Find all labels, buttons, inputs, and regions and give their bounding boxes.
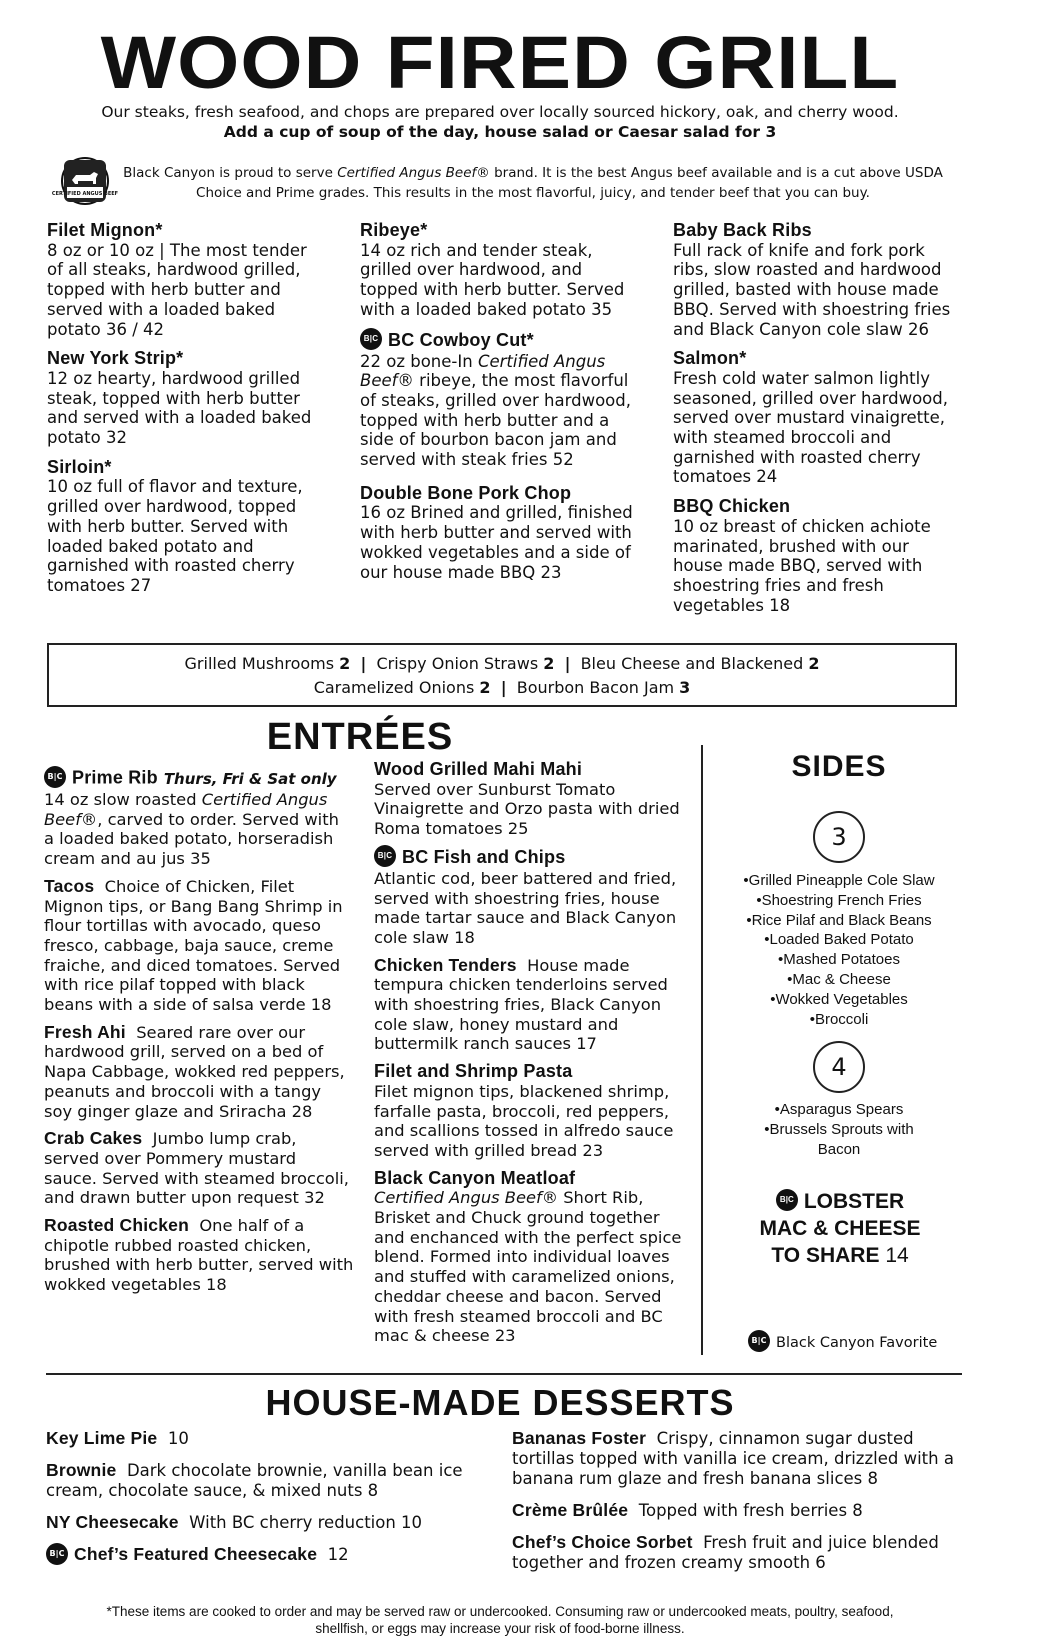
- entrees-title: ENTRÉES: [266, 716, 454, 758]
- certified-angus-beef-logo: [51, 156, 119, 206]
- menu-item: [374, 956, 682, 1055]
- side-item: •Shoestring French Fries: [756, 891, 922, 909]
- addons-line-2: Caramelized Onions 2 | Bourbon Bacon Jam 3: [313, 678, 691, 697]
- item-description: 16 oz Brined and grilled, finished with herb butter and served with wokked vegetables and a side of our house made BBQ 23: [360, 503, 633, 582]
- addons-line-1: Grilled Mushrooms 2 | Crispy Onion Straws 2 | Bleu Cheese and Blackened 2: [184, 654, 820, 673]
- item-name: Baby Back Ribs: [673, 220, 812, 240]
- menu-item: [44, 1216, 354, 1295]
- item-name: Double Bone Pork Chop: [360, 482, 572, 503]
- grill-column-1: [47, 221, 327, 606]
- side-item: •Loaded Baked Potato: [764, 931, 914, 949]
- item-description: Full rack of knife and fork pork ribs, slow roasted and hardwood grilled, basted with house made BBQ. Served with shoestring fries and Black Canyon cole slaw 26: [673, 240, 951, 339]
- side-item: •Wokked Vegetables: [770, 990, 908, 1008]
- item-description: Seared rare over our hardwood grill, served on a bed of Napa Cabbage, wokked red peppers, peanuts and broccoli with a tangy soy ginger glaze and Sriracha 28: [44, 1022, 345, 1121]
- side-item: •Brussels Sprouts with: [764, 1120, 914, 1138]
- menu-item: [360, 221, 640, 320]
- item-name: Roasted Chicken: [44, 1215, 189, 1236]
- menu-item: [374, 1062, 682, 1161]
- item-name: Crab Cakes: [44, 1128, 143, 1149]
- item-description: 22 oz bone-In Certified Angus Beef® ribeye, the most flavorful of steaks, grilled over hardwood, topped with herb butter and a side of bourbon bacon jam and served with steak fries 52: [360, 351, 631, 470]
- item-name: Ribeye*: [360, 220, 428, 240]
- entrees-column-1: [44, 768, 354, 1305]
- menu-item: [673, 221, 953, 339]
- dessert-item: NY Cheesecake With BC cherry reduction 10: [46, 1512, 423, 1532]
- dessert-item: B|C Chef’s Featured Cheesecake 12: [46, 1544, 466, 1567]
- bc-favorite-icon: B|C: [46, 1543, 68, 1565]
- sides-list-3: [712, 871, 966, 1029]
- bc-favorite-icon: B|C: [374, 845, 396, 867]
- grill-column-2: [360, 221, 640, 592]
- section-divider: [46, 1373, 962, 1375]
- side-item: •Mashed Potatoes: [778, 951, 900, 969]
- menu-item: [374, 847, 682, 948]
- desserts-title: HOUSE-MADE DESSERTS: [265, 1382, 735, 1423]
- sides-list-4: [712, 1100, 966, 1159]
- item-description: Jumbo lump crab, served over Pommery mustard sauce. Served with steamed broccoli, and drawn butter upon request 32: [44, 1129, 349, 1208]
- dessert-item: Chef’s Choice Sorbet Fresh fruit and juice blended together and frozen creamy smooth 6: [512, 1532, 939, 1572]
- menu-item: [673, 349, 953, 487]
- legend-label: Black Canyon Favorite: [776, 1335, 938, 1351]
- item-description: Served over Sunburst Tomato Vinaigrette and Orzo pasta with dried Roma tomatoes 25: [374, 779, 680, 839]
- item-description: Choice of Chicken, Filet Mignon tips, or Bang Bang Shrimp in flour tortillas with avocado, queso fresco, cabbage, baja sauce, creme fraiche, and diced tomatoes. Served with rice pilaf topped with black beans with a side of salsa verde 18: [44, 876, 343, 1015]
- menu-item: [374, 760, 682, 839]
- item-name: Tacos: [44, 875, 95, 896]
- item-name: Wood Grilled Mahi Mahi: [374, 759, 583, 779]
- item-description: 8 oz or 10 oz | The most tender of all steaks, hardwood grilled, topped with herb butter and served with a loaded baked potato 36 / 42: [47, 240, 307, 339]
- item-name-row: B|C Prime Rib Thurs, Fri & Sat only: [44, 768, 354, 790]
- menu-item: [44, 877, 354, 1015]
- legend: [748, 1332, 978, 1354]
- desserts-column-2: [512, 1428, 962, 1584]
- menu-item: [360, 484, 640, 583]
- sides-price-3: 3: [813, 811, 865, 863]
- side-item: •Asparagus Spears: [774, 1101, 904, 1118]
- item-description: 14 oz rich and tender steak, grilled over hardwood, and topped with herb butter. Served with a loaded baked potato 35: [360, 240, 625, 319]
- bc-favorite-icon: B|C: [748, 1330, 770, 1352]
- sides-title: SIDES: [791, 750, 887, 783]
- item-description: Certified Angus Beef® Short Rib, Brisket and Chuck ground together and enchanced with the perfect spice blend. Formed into individual loaves and stuffed with caramelized onions, cheddar cheese and bacon. Served with fresh steamed broccoli and BC mac & cheese 23: [374, 1188, 682, 1346]
- item-name: Sirloin*: [47, 456, 112, 477]
- dessert-item: Key Lime Pie 10: [46, 1428, 189, 1448]
- item-description: 10 oz breast of chicken achiote marinated, brushed with our house made BBQ, served with shoestring fries and fresh vegetables 18: [673, 516, 931, 615]
- sides-price-4: 4: [813, 1041, 865, 1093]
- menu-item: [47, 349, 327, 448]
- desserts-column-1: [46, 1428, 466, 1578]
- angus-statement: Black Canyon is proud to serve Certified Angus Beef® brand. It is the best Angus beef available and is a cut above USDA Choice and Prime grades. This results in the most flavorful, juicy, and tender beef that you can buy.: [123, 165, 943, 201]
- item-name: B|C BC Fish and Chips: [374, 847, 682, 869]
- dessert-item: Crème Brûlée Topped with fresh berries 8: [512, 1500, 863, 1520]
- bc-favorite-icon: B|C: [360, 328, 382, 350]
- bc-favorite-icon: B|C: [776, 1189, 798, 1211]
- side-item: •Mac & Cheese: [787, 970, 891, 988]
- item-description: 10 oz full of flavor and texture, grilled over hardwood, topped with herb butter. Served with loaded baked potato and garnished with roasted cherry tomatoes 27: [47, 477, 303, 595]
- item-description: One half of a chipotle rubbed roasted chicken, brushed with herb butter, served with wokked vegetables 18: [44, 1216, 354, 1295]
- dessert-item: Bananas Foster Crispy, cinnamon sugar dusted tortillas topped with vanilla ice cream, drizzled with a banana rum glaze and fresh banana slices 8: [512, 1428, 954, 1488]
- item-name: Filet Mignon*: [47, 220, 163, 240]
- menu-item: [47, 458, 327, 596]
- page-title: WOOD FIRED GRILL: [100, 21, 900, 104]
- item-name: Salmon*: [673, 348, 747, 369]
- menu-item: [44, 768, 354, 869]
- item-description: Atlantic cod, beer battered and fried, served with shoestring fries, house made tartar sauce and Black Canyon cole slaw 18: [374, 868, 677, 947]
- item-description: Fresh cold water salmon lightly seasoned, grilled over hardwood, served over mustard vinaigrette, with steamed broccoli and garnished with roasted cherry tomatoes 24: [673, 368, 948, 487]
- lobster-mac-cheese: B|C LOBSTER MAC & CHEESE TO SHARE 14: [759, 1190, 921, 1267]
- menu-item: [673, 497, 953, 615]
- raw-food-disclaimer: *These items are cooked to order and may be served raw or undercooked. Consuming raw or undercooked meats, poultry, seafood, shellfish, or eggs may increase your risk of food-borne illness.: [106, 1604, 894, 1636]
- item-name: Black Canyon Meatloaf: [374, 1167, 576, 1188]
- side-item: •Rice Pilaf and Black Beans: [746, 911, 932, 929]
- item-description: 12 oz hearty, hardwood grilled steak, topped with herb butter and served with a loaded baked potato 32: [47, 368, 312, 448]
- side-item: Bacon: [817, 1140, 861, 1158]
- menu-item: [47, 221, 327, 339]
- item-name: B|C BC Cowboy Cut*: [360, 330, 640, 352]
- column-divider: [701, 745, 703, 1355]
- item-name: Chicken Tenders: [374, 954, 517, 975]
- menu-item: [44, 1129, 354, 1208]
- item-description: House made tempura chicken tenderloins served with shoestring fries, Black Canyon cole slaw, honey mustard and buttermilk ranch sauces 17: [374, 955, 668, 1054]
- item-name: Fresh Ahi: [44, 1021, 126, 1042]
- addons-box: [47, 643, 957, 707]
- grill-column-3: [673, 221, 953, 625]
- side-item: •Broccoli: [809, 1010, 869, 1028]
- menu-item: [360, 330, 640, 470]
- bc-favorite-icon: B|C: [44, 766, 66, 788]
- item-name: BBQ Chicken: [673, 496, 791, 517]
- item-name: Filet and Shrimp Pasta: [374, 1061, 573, 1082]
- menu-item: [374, 1169, 682, 1346]
- item-description: 14 oz slow roasted Certified Angus Beef®, carved to order. Served with a loaded baked potato, horseradish cream and au jus 35: [44, 790, 339, 869]
- svg-text:CERTIFIED ANGUS BEEF: CERTIFIED ANGUS BEEF: [51, 191, 119, 197]
- entrees-column-2: [374, 760, 682, 1356]
- dessert-item: Brownie Dark chocolate brownie, vanilla bean ice cream, chocolate sauce, & mixed nuts 8: [46, 1460, 463, 1500]
- side-item: •Grilled Pineapple Cole Slaw: [743, 872, 935, 889]
- item-description: Filet mignon tips, blackened shrimp, farfalle pasta, broccoli, red peppers, and scallions tossed in alfredo sauce served with grilled bread 23: [374, 1081, 674, 1160]
- menu-item: [44, 1023, 354, 1122]
- soup-salad-note: Add a cup of soup of the day, house salad or Caesar salad for 3: [223, 123, 777, 141]
- intro-text: Our steaks, fresh seafood, and chops are prepared over locally sourced hickory, oak, and cherry wood.: [101, 103, 899, 121]
- item-name: New York Strip*: [47, 348, 184, 369]
